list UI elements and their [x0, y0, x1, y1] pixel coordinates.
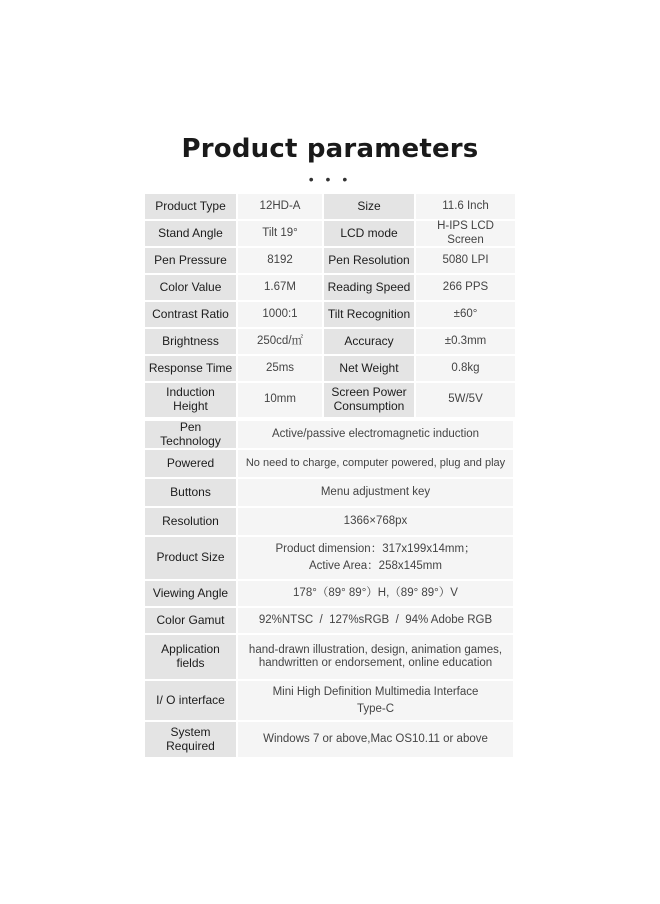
spec-value: 1.67M	[238, 275, 322, 300]
detail-value-line: Product dimension：317x199x14mm；	[275, 543, 476, 556]
spec-label-line: Screen Power	[331, 385, 407, 400]
spec-row	[145, 329, 515, 354]
detail-value	[238, 722, 513, 757]
detail-row	[145, 722, 515, 757]
spec-row	[145, 383, 515, 417]
detail-row	[145, 450, 515, 477]
spec-label: Tilt Recognition	[324, 302, 414, 327]
detail-row	[145, 537, 515, 579]
detail-value-line: Mini High Definition Multimedia Interface	[272, 686, 479, 699]
spec-value: ±0.3mm	[416, 329, 515, 354]
spec-row	[145, 275, 515, 300]
detail-value	[238, 681, 513, 720]
detail-row	[145, 508, 515, 535]
spec-value: 250cd/㎡	[238, 329, 322, 354]
spec-label: Product Type	[145, 194, 236, 219]
detail-value	[238, 450, 513, 477]
detail-value-line: No need to charge, computer powered, plug and play	[245, 457, 506, 470]
detail-value	[238, 421, 513, 448]
spec-row	[145, 248, 515, 273]
spec-label: Color Value	[145, 275, 236, 300]
detail-value-line: Active Area：258x145mm	[309, 560, 442, 572]
spec-value: 1000:1	[238, 302, 322, 327]
title-dots-divider: • • •	[308, 171, 352, 187]
spec-label: Pen Pressure	[145, 248, 236, 273]
spec-value: Tilt 19°	[238, 221, 322, 246]
spec-label: LCD mode	[324, 221, 414, 246]
spec-value: 8192	[238, 248, 322, 273]
spec-value: 11.6 Inch	[416, 194, 515, 219]
detail-value-line: 1366×768px	[343, 514, 408, 527]
spec-value: 25ms	[238, 356, 322, 381]
detail-label: Pen Technology	[145, 421, 236, 448]
detail-value-line: Menu adjustment key	[320, 485, 431, 498]
spec-row	[145, 302, 515, 327]
detail-value	[238, 635, 513, 679]
spec-row	[145, 194, 515, 219]
detail-label-line: Required	[166, 738, 215, 753]
detail-label: Powered	[145, 450, 236, 477]
detail-row	[145, 581, 515, 606]
spec-label: Brightness	[145, 329, 236, 354]
detail-label-line: fields	[176, 656, 205, 670]
detail-row	[145, 479, 515, 506]
spec-value: 5080 LPI	[416, 248, 515, 273]
detail-row	[145, 608, 515, 633]
detail-value-line: 178°（89° 89°）H,（89° 89°）V	[293, 586, 458, 599]
spec-label	[324, 383, 414, 417]
detail-label: I/ O interface	[145, 681, 236, 720]
detail-value	[238, 479, 513, 506]
spec-value: 266 PPS	[416, 275, 515, 300]
spec-row	[145, 221, 515, 246]
spec-label: Net Weight	[324, 356, 414, 381]
detail-label: Buttons	[145, 479, 236, 506]
spec-row	[145, 356, 515, 381]
detail-value-line: 92%NTSC / 127%sRGB / 94% Adobe RGB	[258, 613, 493, 626]
spec-label-line: Consumption	[333, 399, 405, 413]
detail-label: Product Size	[145, 537, 236, 579]
detail-label	[145, 722, 236, 757]
spec-label: Stand Angle	[145, 221, 236, 246]
spec-label: Response Time	[145, 356, 236, 381]
spec-label: Reading Speed	[324, 275, 414, 300]
detail-value-line: Active/passive electromagnetic induction	[271, 427, 480, 440]
spec-value: ±60°	[416, 302, 515, 327]
detail-value	[238, 537, 513, 579]
detail-label-line: Application	[161, 642, 220, 657]
spec-table	[145, 194, 515, 759]
detail-row	[145, 421, 515, 448]
detail-value-line: hand-drawn illustration, design, animation games,	[248, 643, 503, 656]
spec-label: Accuracy	[324, 329, 414, 354]
detail-row	[145, 635, 515, 679]
detail-value	[238, 608, 513, 633]
detail-value-line: Windows 7 or above,Mac OS10.11 or above	[263, 732, 488, 745]
page-title: Product parameters	[181, 134, 479, 164]
spec-label: Size	[324, 194, 414, 219]
spec-value: 0.8kg	[416, 356, 515, 381]
spec-value: 12HD-A	[238, 194, 322, 219]
spec-label: Induction Height	[145, 383, 236, 417]
detail-label	[145, 635, 236, 679]
detail-label: Viewing Angle	[145, 581, 236, 606]
spec-value: 10mm	[238, 383, 322, 417]
detail-value	[238, 581, 513, 606]
detail-value-line: handwritten or endorsement, online education	[258, 657, 493, 669]
detail-label: Color Gamut	[145, 608, 236, 633]
detail-label: Resolution	[145, 508, 236, 535]
detail-value	[238, 508, 513, 535]
detail-label-line: System	[170, 724, 211, 739]
spec-label: Pen Resolution	[324, 248, 414, 273]
spec-value: 5W/5V	[416, 383, 515, 417]
spec-label: Contrast Ratio	[145, 302, 236, 327]
detail-row	[145, 681, 515, 720]
spec-value: H-IPS LCD Screen	[416, 221, 515, 246]
detail-value-line: Type-C	[356, 702, 395, 715]
